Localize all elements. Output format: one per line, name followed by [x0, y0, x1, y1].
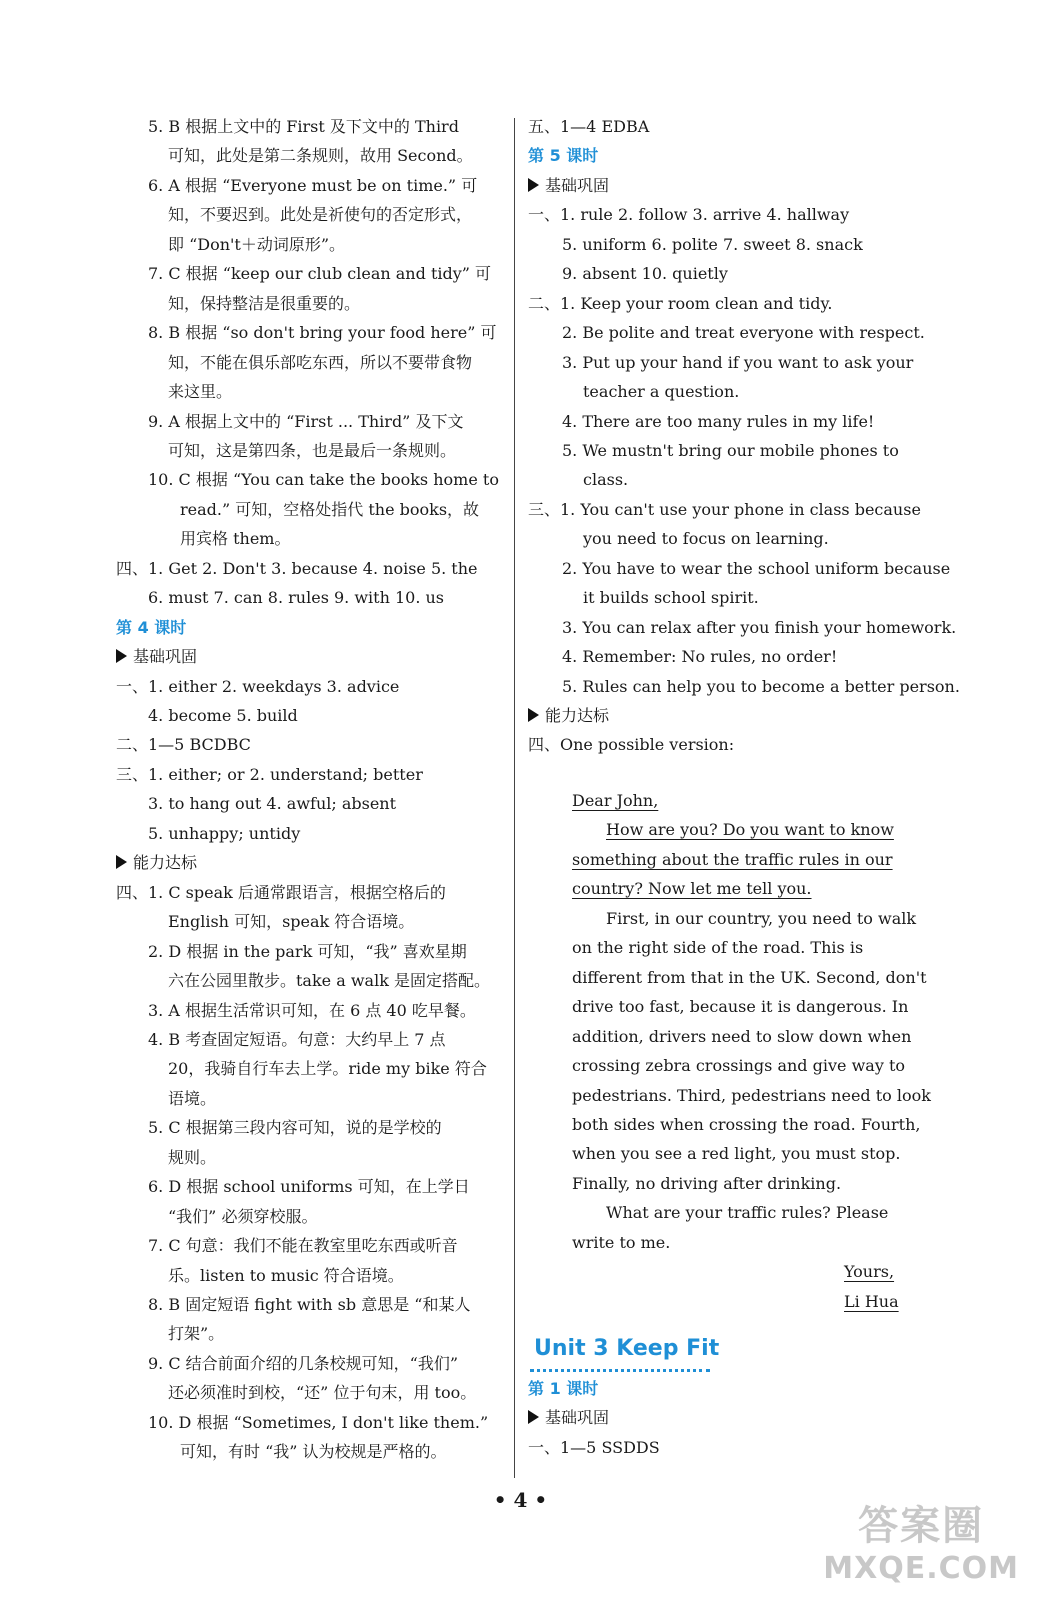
letter-line: different from that in the UK. Second, don't: [572, 967, 927, 987]
section-heading: [528, 703, 609, 732]
section-heading-label: 基础巩固: [133, 647, 198, 667]
answer-line: 9. C 结合前面介绍的几条校规可知，“我们”: [148, 1353, 459, 1373]
section-heading-label: 能力达标: [545, 706, 610, 725]
lesson-heading: 第 5 课时: [528, 146, 599, 166]
letter-line: Finally, no driving after drinking.: [572, 1173, 842, 1193]
answer-line: 六在公园里散步。take a walk 是固定搭配。: [168, 971, 490, 991]
answer-line: 一、1. rule 2. follow 3. arrive 4. hallway: [528, 205, 850, 225]
letter-line: both sides when crossing the road. Fourth,: [572, 1114, 921, 1134]
letter-line: Yours,: [844, 1262, 895, 1282]
watermark-logo: 答案圈: [858, 1503, 985, 1549]
answer-line: 知，不能在俱乐部吃东西，所以不要带食物: [168, 352, 473, 372]
answer-line: 5. We mustn't bring our mobile phones to: [562, 440, 899, 460]
answer-line: 用宾格 them。: [180, 529, 291, 549]
answer-line: 6. must 7. can 8. rules 9. with 10. us: [148, 588, 445, 608]
answer-line: 8. B 根据 “so don't bring your food here” 可: [148, 323, 497, 343]
letter-line: pedestrians. Third, pedestrians need to look: [572, 1085, 931, 1105]
answer-line: 10. C 根据 “You can take the books home to: [148, 470, 499, 490]
answer-line: class.: [583, 470, 629, 490]
answer-line: read.” 可知，空格处指代 the books，故: [180, 499, 480, 519]
answer-line: 6. A 根据 “Everyone must be on time.” 可: [148, 175, 478, 195]
answer-line: 2. You have to wear the school uniform because: [562, 558, 951, 578]
answer-line: 2. D 根据 in the park 可知，“我” 喜欢星期: [148, 941, 467, 961]
answer-line: 8. B 固定短语 fight with sb 意思是 “和某人: [148, 1295, 471, 1314]
answer-line: 5. Rules can help you to become a better person.: [562, 676, 960, 696]
answer-line: 四、1. Get 2. Don't 3. because 4. noise 5. the: [116, 558, 478, 578]
letter-line: write to me.: [572, 1232, 671, 1252]
answer-line: 6. D 根据 school uniforms 可知，在上学日: [148, 1177, 470, 1197]
answer-line: 2. Be polite and treat everyone with respect.: [562, 323, 925, 343]
answer-line: 即 “Don't＋动词原形”。: [168, 234, 346, 254]
answer-line: 四、One possible version:: [528, 735, 735, 755]
answer-line: 还必须准时到校，“还” 位于句末，用 too。: [168, 1383, 477, 1403]
triangle-bullet-icon: [116, 855, 127, 869]
answer-line: it builds school spirit.: [583, 588, 759, 608]
answer-line: 7. C 根据 “keep our club clean and tidy” 可: [148, 264, 492, 284]
letter-line: crossing zebra crossings and give way to: [572, 1056, 905, 1076]
column-divider: [514, 118, 515, 1478]
answer-line: 规则。: [168, 1147, 217, 1167]
answer-line: 二、1. Keep your room clean and tidy.: [528, 293, 833, 313]
section-heading: [116, 850, 197, 879]
answer-line: 可知，这是第四条，也是最后一条规则。: [168, 440, 457, 460]
page-number: • 4 •: [493, 1488, 548, 1512]
answer-line: 一、1—5 SSDDS: [528, 1437, 660, 1457]
section-heading: [116, 644, 197, 673]
answer-line: English 可知，speak 符合语境。: [168, 912, 415, 932]
section-heading: [528, 1405, 609, 1434]
watermark: [823, 1494, 1019, 1586]
answer-line: 4. Remember: No rules, no order!: [562, 647, 838, 667]
lesson-heading: 第 1 课时: [528, 1379, 599, 1398]
letter-line: drive too fast, because it is dangerous. In: [572, 997, 909, 1017]
answer-line: 3. Put up your hand if you want to ask your: [562, 352, 914, 372]
lesson-heading: 第 4 课时: [116, 617, 187, 637]
triangle-bullet-icon: [528, 1410, 539, 1424]
answer-line: 3. A 根据生活常识可知，在 6 点 40 吃早餐。: [148, 1000, 476, 1020]
letter-line: Dear John,: [572, 791, 659, 810]
answer-line: 语境。: [168, 1088, 217, 1108]
answer-line: 5. C 根据第三段内容可知，说的是学校的: [148, 1118, 442, 1138]
answer-line: 5. B 根据上文中的 First 及下文中的 Third: [148, 117, 459, 136]
answer-line: 9. absent 10. quietly: [562, 264, 728, 284]
answer-line: 3. You can relax after you finish your homework.: [562, 617, 957, 637]
answer-line: 知，不要迟到。此处是祈使句的否定形式，: [168, 205, 473, 225]
letter-line: country? Now let me tell you.: [572, 879, 812, 899]
answer-line: 7. C 句意：我们不能在教室里吃东西或听音: [148, 1236, 458, 1256]
answer-line: 5. uniform 6. polite 7. sweet 8. snack: [562, 234, 863, 254]
triangle-bullet-icon: [528, 708, 539, 722]
answer-line: 20，我骑自行车去上学。ride my bike 符合: [168, 1059, 487, 1079]
section-heading-label: 基础巩固: [545, 1408, 610, 1428]
answer-line: 10. D 根据 “Sometimes, I don't like them.”: [148, 1412, 489, 1432]
letter-line: First, in our country, you need to walk: [606, 908, 917, 928]
letter-line: on the right side of the road. This is: [572, 938, 864, 958]
answer-line: 4. become 5. build: [148, 706, 298, 725]
unit-title: Unit 3 Keep Fit: [534, 1336, 720, 1361]
answer-line: 4. There are too many rules in my life!: [562, 411, 875, 431]
answer-line: 4. B 考查固定短语。句意：大约早上 7 点: [148, 1029, 446, 1049]
unit-title-underline: [530, 1366, 710, 1372]
letter-line: when you see a red light, you must stop.: [572, 1144, 901, 1164]
triangle-bullet-icon: [116, 649, 127, 663]
answer-line: you need to focus on learning.: [583, 529, 829, 549]
answer-line: teacher a question.: [583, 382, 740, 402]
watermark-url: MXQE.COM: [823, 1551, 1019, 1586]
letter-line: something about the traffic rules in our: [572, 849, 893, 869]
answer-line: 可知，此处是第二条规则，故用 Second。: [168, 146, 473, 166]
answer-line: “我们” 必须穿校服。: [168, 1206, 318, 1226]
answer-line: 四、1. C speak 后通常跟语言，根据空格后的: [116, 882, 446, 902]
letter-line: addition, drivers need to slow down when: [572, 1026, 912, 1046]
answer-line: 来这里。: [168, 382, 233, 402]
answer-line: 9. A 根据上文中的 “First ... Third” 及下文: [148, 411, 464, 431]
section-heading-label: 能力达标: [133, 853, 198, 873]
answer-line: 三、1. You can't use your phone in class because: [528, 499, 921, 519]
answer-line: 可知，有时 “我” 认为校规是严格的。: [180, 1442, 447, 1462]
answer-line: 一、1. either 2. weekdays 3. advice: [116, 676, 400, 696]
letter-line: What are your traffic rules? Please: [606, 1203, 889, 1223]
answer-line: 打架”。: [168, 1324, 225, 1344]
letter-line: How are you? Do you want to know: [606, 820, 894, 840]
triangle-bullet-icon: [528, 178, 539, 192]
answer-line: 知，保持整洁是很重要的。: [168, 293, 361, 313]
answer-line: 乐。listen to music 符合语境。: [168, 1265, 404, 1285]
answer-line: 二、1—5 BCDBC: [116, 735, 251, 755]
answer-line: 三、1. either; or 2. understand; better: [116, 764, 423, 784]
letter-line: Li Hua: [844, 1291, 899, 1311]
answer-line: 5. unhappy; untidy: [148, 823, 301, 843]
section-heading-label: 基础巩固: [545, 175, 610, 195]
answer-line: 五、1—4 EDBA: [528, 117, 650, 136]
answer-line: 3. to hang out 4. awful; absent: [148, 794, 397, 814]
section-heading: [528, 173, 609, 202]
